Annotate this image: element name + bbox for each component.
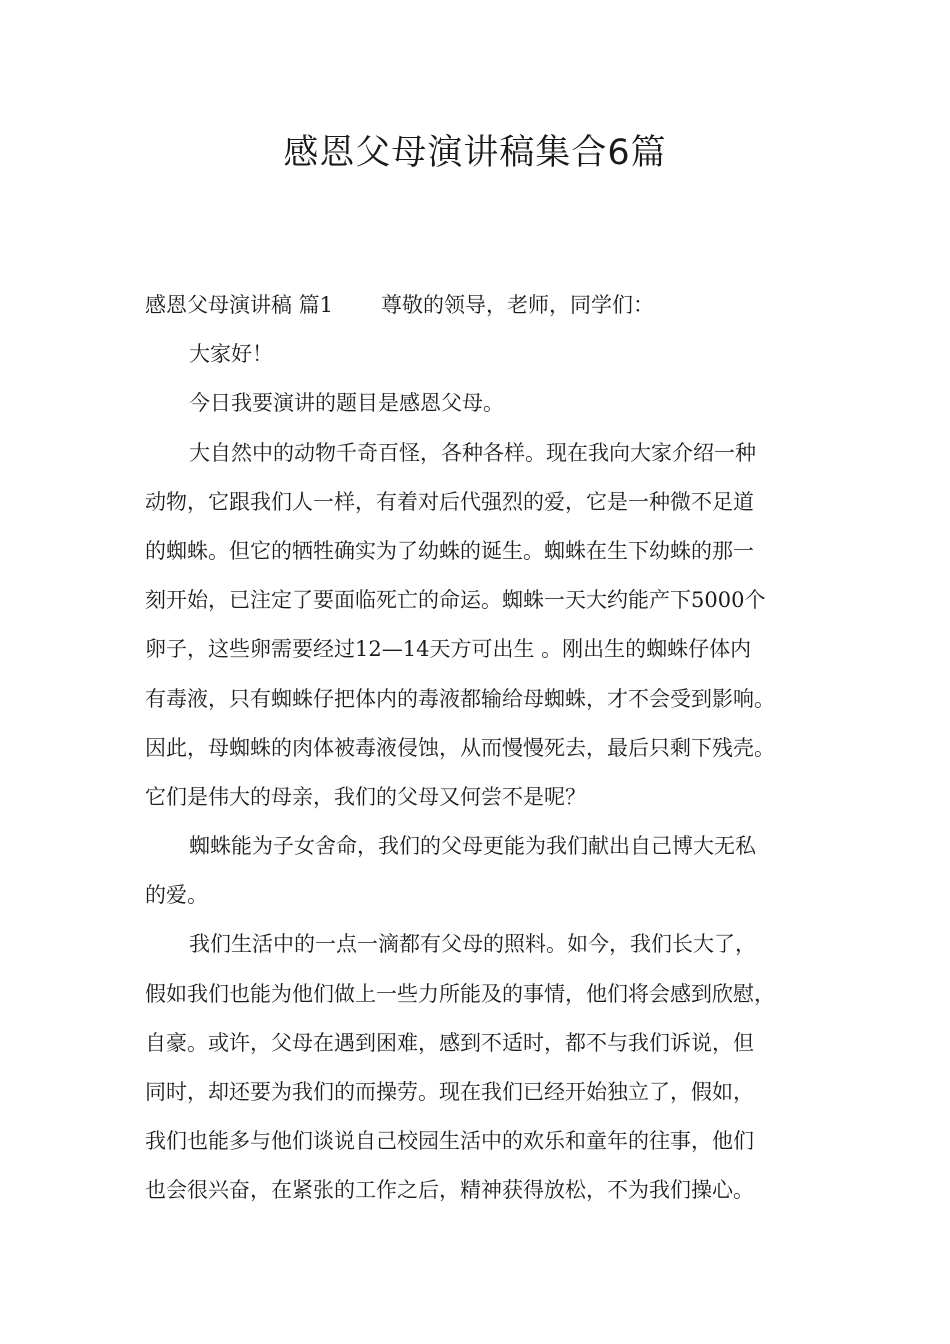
paragraph-line: 蜘蛛能为子女舍命，我们的父母更能为我们献出自己博大无私 [189,834,756,859]
paragraph-line: 的蜘蛛。但它的牺牲确实为了幼蛛的诞生。蜘蛛在生下幼蛛的那一 [145,538,754,563]
paragraph-line: 大自然中的动物千奇百怪，各种各样。现在我向大家介绍一种 [189,440,756,465]
paragraph-line: 因此，母蜘蛛的肉体被毒液侵蚀，从而慢慢死去，最后只剩下残壳。 [145,735,775,760]
paragraph-line: 自豪。或许，父母在遇到困难，感到不适时，都不与我们诉说，但 [145,1030,754,1055]
paragraph-line: 也会很兴奋，在紧张的工作之后，精神获得放松，不为我们操心。 [145,1178,754,1203]
paragraph-line: 大家好！ [189,342,273,367]
paragraph-line: 动物，它跟我们人一样，有着对后代强烈的爱，它是一种微不足道 [145,489,754,514]
document-body [145,281,825,1216]
paragraph-line: 我们也能多与他们谈说自己校园生活中的欢乐和童年的往事，他们 [145,1129,754,1154]
paragraph-line: 今日我要演讲的题目是感恩父母。 [189,391,504,416]
paragraph-line: 有毒液，只有蜘蛛仔把体内的毒液都输给母蜘蛛，才不会受到影响。 [145,686,775,711]
paragraph-line: 卵子，这些卵需要经过12—14天方可出生 。刚出生的蜘蛛仔体内 [145,637,752,662]
paragraph-line: 假如我们也能为他们做上一些力所能及的事情，他们将会感到欣慰， [145,981,775,1006]
section-heading: 感恩父母演讲稿 篇1 [145,293,334,317]
salutation: 尊敬的领导，老师，同学们： [381,293,655,317]
paragraph-line: 我们生活中的一点一滴都有父母的照料。如今，我们长大了， [189,932,756,957]
paragraph-line: 的爱。 [145,883,208,908]
paragraph-line: 它们是伟大的母亲，我们的父母又何尝不是呢？ [145,784,586,809]
paragraph-line: 刻开始，已注定了要面临死亡的命运。蜘蛛一天大约能产下5000个 [145,588,766,613]
paragraph-line: 同时，却还要为我们的而操劳。现在我们已经开始独立了，假如， [145,1080,754,1104]
document-title: 感恩父母演讲稿集合6篇 [283,133,667,173]
heading-line [145,281,825,330]
